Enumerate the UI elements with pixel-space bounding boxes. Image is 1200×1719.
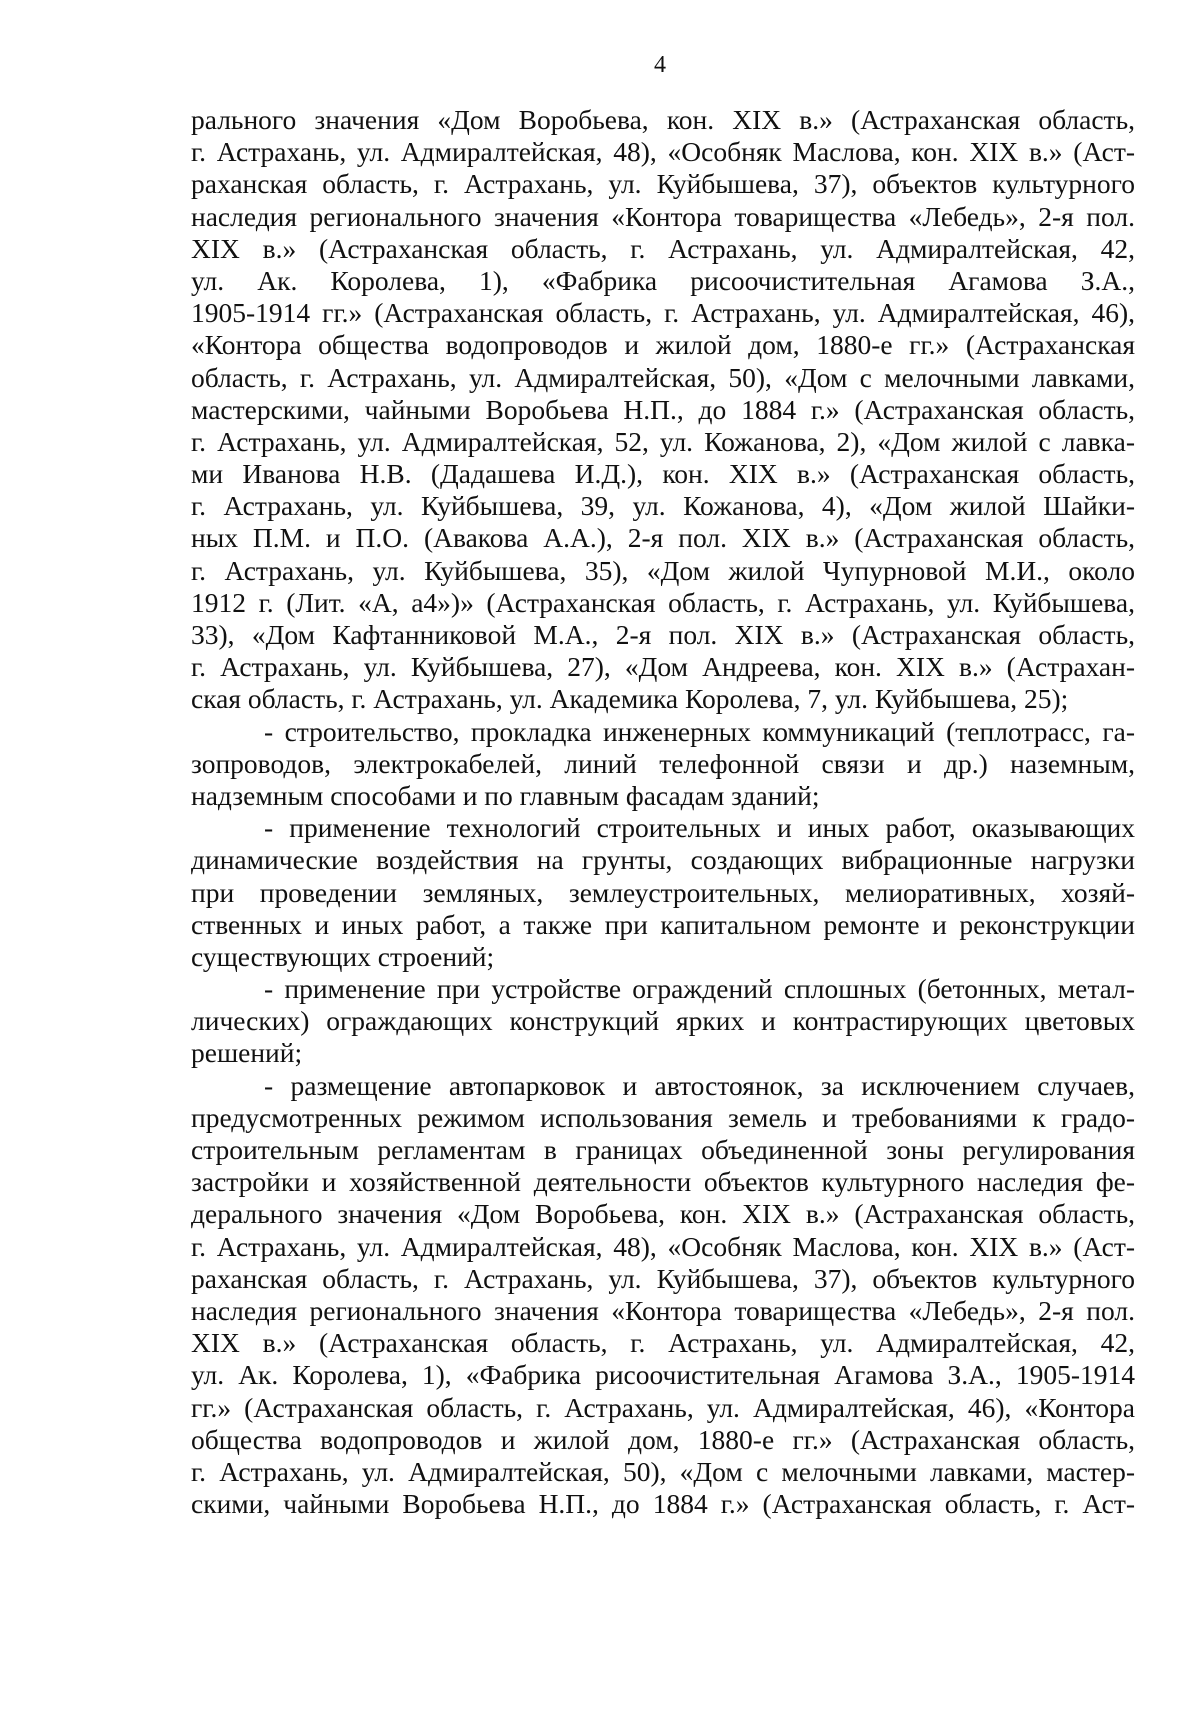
text-line: строительным регламентам в границах объединенной зоны регулирования [191,1134,1135,1165]
text-line: 33), «Дом Кафтанниковой М.А., 2-я пол. XIX в.» (Астраханская область, [191,619,1135,650]
text-line: лических) ограждающих конструкций ярких и контрастирующих цветовых [191,1005,1135,1037]
text-line: г. Астрахань, ул. Адмиралтейская, 48), «Особняк Маслова, кон. XIX в.» (Аст- [191,1230,1135,1262]
text-line: XIX в.» (Астраханская область, г. Астрахань, ул. Адмиралтейская, 42, [191,1327,1135,1359]
text-line: ственных и иных работ, а также при капитальном ремонте и реконструкции [191,908,1135,940]
text-line: динамические воздействия на грунты, создающих вибрационные нагрузки [191,844,1135,876]
text-line: г. Астрахань, ул. Куйбышева, 35), «Дом жилой Чупурновой М.И., около [191,554,1135,586]
text-line: общества водопроводов и жилой дом, 1880-е гг.» (Астраханская область, [191,1423,1135,1455]
text-line: - применение технологий строительных и иных работ, оказывающих [264,812,1135,844]
text-line: г. Астрахань, ул. Адмиралтейская, 50), «Дом с мелочными лавками, мастер- [191,1455,1135,1487]
paragraph [191,1070,1135,1521]
text-line: - строительство, прокладка инженерных коммуникаций (теплотрасс, га- [264,715,1135,747]
document-body [191,104,1135,1520]
text-line: раханская область, г. Астрахань, ул. Куйбышева, 37), объектов культурного [191,1262,1135,1294]
text-line: 1905-1914 гг.» (Астраханская область, г. Астрахань, ул. Адмиралтейская, 46), [191,297,1135,329]
text-line: зопроводов, электрокабелей, линий телефонной связи и др.) наземным, [191,747,1135,779]
text-line: при проведении земляных, землеустроительных, мелиоративных, хозяй- [191,876,1135,908]
text-line: 1912 г. (Лит. «А, а4»)» (Астраханская область, г. Астрахань, ул. Куйбышева, [191,586,1135,618]
paragraph [191,716,1135,813]
text-line: ул. Ак. Королева, 1), «Фабрика рисоочистительная Агамова З.А., [191,264,1135,296]
text-line: раханская область, г. Астрахань, ул. Куйбышева, 37), объектов культурного [191,168,1135,200]
text-line: XIX в.» (Астраханская область, г. Астрахань, ул. Адмиралтейская, 42, [191,232,1135,264]
text-line: наследия регионального значения «Контора товарищества «Лебедь», 2-я пол. [191,1294,1135,1326]
text-line: г. Астрахань, ул. Куйбышева, 39, ул. Кожанова, 4), «Дом жилой Шайки- [191,490,1135,522]
text-line: наследия регионального значения «Контора товарищества «Лебедь», 2-я пол. [191,200,1135,232]
text-line: застройки и хозяйственной деятельности объектов культурного наследия фе- [191,1166,1135,1198]
text-line: г. Астрахань, ул. Куйбышева, 27), «Дом Андреева, кон. XIX в.» (Астрахан- [191,651,1135,683]
text-line: г. Астрахань, ул. Адмиралтейская, 52, ул. Кожанова, 2), «Дом жилой с лавка- [191,425,1135,457]
paragraph [191,812,1135,973]
text-line: решений; [191,1037,303,1069]
text-line: ул. Ак. Королева, 1), «Фабрика рисоочистительная Агамова З.А., 1905-1914 [191,1359,1135,1391]
text-line: ская область, г. Астрахань, ул. Академика Королева, 7, ул. Куйбышева, 25); [191,683,1069,715]
text-line: г. Астрахань, ул. Адмиралтейская, 48), «Особняк Маслова, кон. XIX в.» (Аст- [191,136,1135,168]
text-line: «Контора общества водопроводов и жилой дом, 1880-е гг.» (Астраханская [191,329,1135,361]
text-line: рального значения «Дом Воробьева, кон. XIX в.» (Астраханская область, [191,104,1135,135]
text-line: скими, чайными Воробьева Н.П., до 1884 г.» (Астраханская область, г. Аст- [191,1488,1135,1520]
text-line: ми Иванова Н.В. (Дадашева И.Д.), кон. XIX в.» (Астраханская область, [191,458,1135,490]
text-line: ных П.М. и П.О. (Авакова А.А.), 2-я пол. XIX в.» (Астраханская область, [191,522,1135,554]
text-line: предусмотренных режимом использования земель и требованиями к градо- [191,1101,1135,1133]
text-line: мастерскими, чайными Воробьева Н.П., до 1884 г.» (Астраханская область, [191,393,1135,425]
text-line: дерального значения «Дом Воробьева, кон. XIX в.» (Астраханская область, [191,1198,1135,1230]
text-line: надземным способами и по главным фасадам зданий; [191,779,820,811]
paragraph [191,104,1135,716]
text-line: гг.» (Астраханская область, г. Астрахань, ул. Адмиралтейская, 46), «Контора [191,1391,1135,1423]
text-line: область, г. Астрахань, ул. Адмиралтейская, 50), «Дом с мелочными лавками, [191,361,1135,393]
paragraph [191,973,1135,1070]
page-number: 4 [654,52,666,78]
text-line: - размещение автопарковок и автостоянок, за исключением случаев, [264,1069,1135,1101]
text-line: существующих строений; [191,940,495,972]
text-line: - применение при устройстве ограждений сплошных (бетонных, метал- [264,973,1135,1005]
